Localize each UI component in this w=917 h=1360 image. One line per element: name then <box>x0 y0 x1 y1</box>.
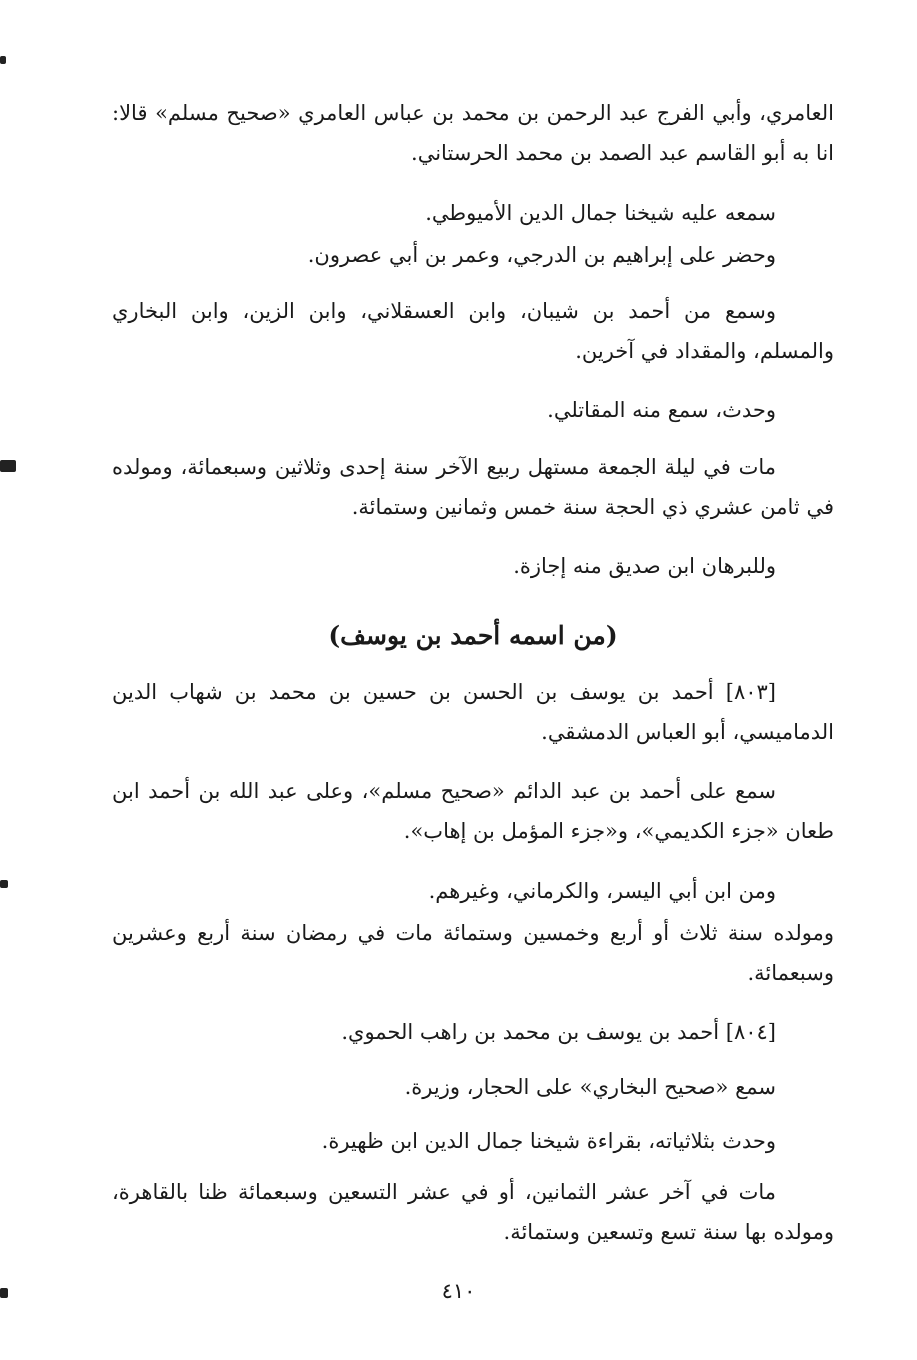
paragraph-ijaza: وللبرهان ابن صديق منه إجازة. <box>513 554 776 578</box>
scan-edge-mark <box>0 460 16 472</box>
entry-804-narrated: وحدث بثلاثياته، بقراءة شيخنا جمال الدين ابن ظهيرة. <box>321 1129 776 1153</box>
paragraph-amiri-continuation: العامري، وأبي الفرج عبد الرحمن بن محمد بن عباس العامري «صحيح مسلم» قالا: انا به أبو القاسم عبد الصمد بن محمد الحرستاني. <box>112 101 834 165</box>
paragraph-narrated: وحدث، سمع منه المقاتلي. <box>547 398 776 422</box>
entry-804-heard: سمع «صحيح البخاري» على الحجار، وزيرة. <box>404 1075 776 1099</box>
paragraph-heard-by: سمعه عليه شيخنا جمال الدين الأميوطي. <box>425 201 776 225</box>
entry-804-death-birth: مات في آخر عشر الثمانين، أو في عشر التسعين وسبعمائة ظنا بالقاهرة، ومولده بها سنة تسع وتسعين وستمائة. <box>112 1180 834 1244</box>
entry-804-name: [٨٠٤] أحمد بن يوسف بن محمد بن راهب الحموي. <box>341 1020 776 1044</box>
paragraph-heard-from: وسمع من أحمد بن شيبان، وابن العسقلاني، وابن الزين، وابن البخاري والمسلم، والمقداد في آخرين. <box>112 299 834 363</box>
paragraph-attended: وحضر على إبراهيم بن الدرجي، وعمر بن أبي عصرون. <box>307 243 776 267</box>
entry-803-heard: سمع على أحمد بن عبد الدائم «صحيح مسلم»، وعلى عبد الله بن أحمد ابن طعان «جزء الكديمي»، و«جزء المؤمل بن إهاب». <box>112 779 834 843</box>
entry-803-birth-death: ومولده سنة ثلاث أو أربع وخمسين وستمائة مات في رمضان سنة أربع وعشرين وسبعمائة. <box>112 921 834 985</box>
page-number: ٤١٠ <box>441 1279 476 1303</box>
paragraph-death-birth: مات في ليلة الجمعة مستهل ربيع الآخر سنة إحدى وثلاثين وسبعمائة، ومولده في ثامن عشري ذي الحجة سنة خمس وثمانين وستمائة. <box>112 455 834 519</box>
scan-edge-mark <box>0 880 8 888</box>
entry-803-name: [٨٠٣] أحمد بن يوسف بن الحسن بن حسين بن محمد بن شهاب الدين الدماميسي، أبو العباس الدمشقي. <box>112 680 834 744</box>
scan-edge-mark <box>0 56 6 64</box>
entry-803-others: ومن ابن أبي اليسر، والكرماني، وغيرهم. <box>428 879 776 903</box>
section-heading: (من اسمه أحمد بن يوسف) <box>328 621 618 650</box>
scan-edge-mark <box>0 1288 8 1298</box>
